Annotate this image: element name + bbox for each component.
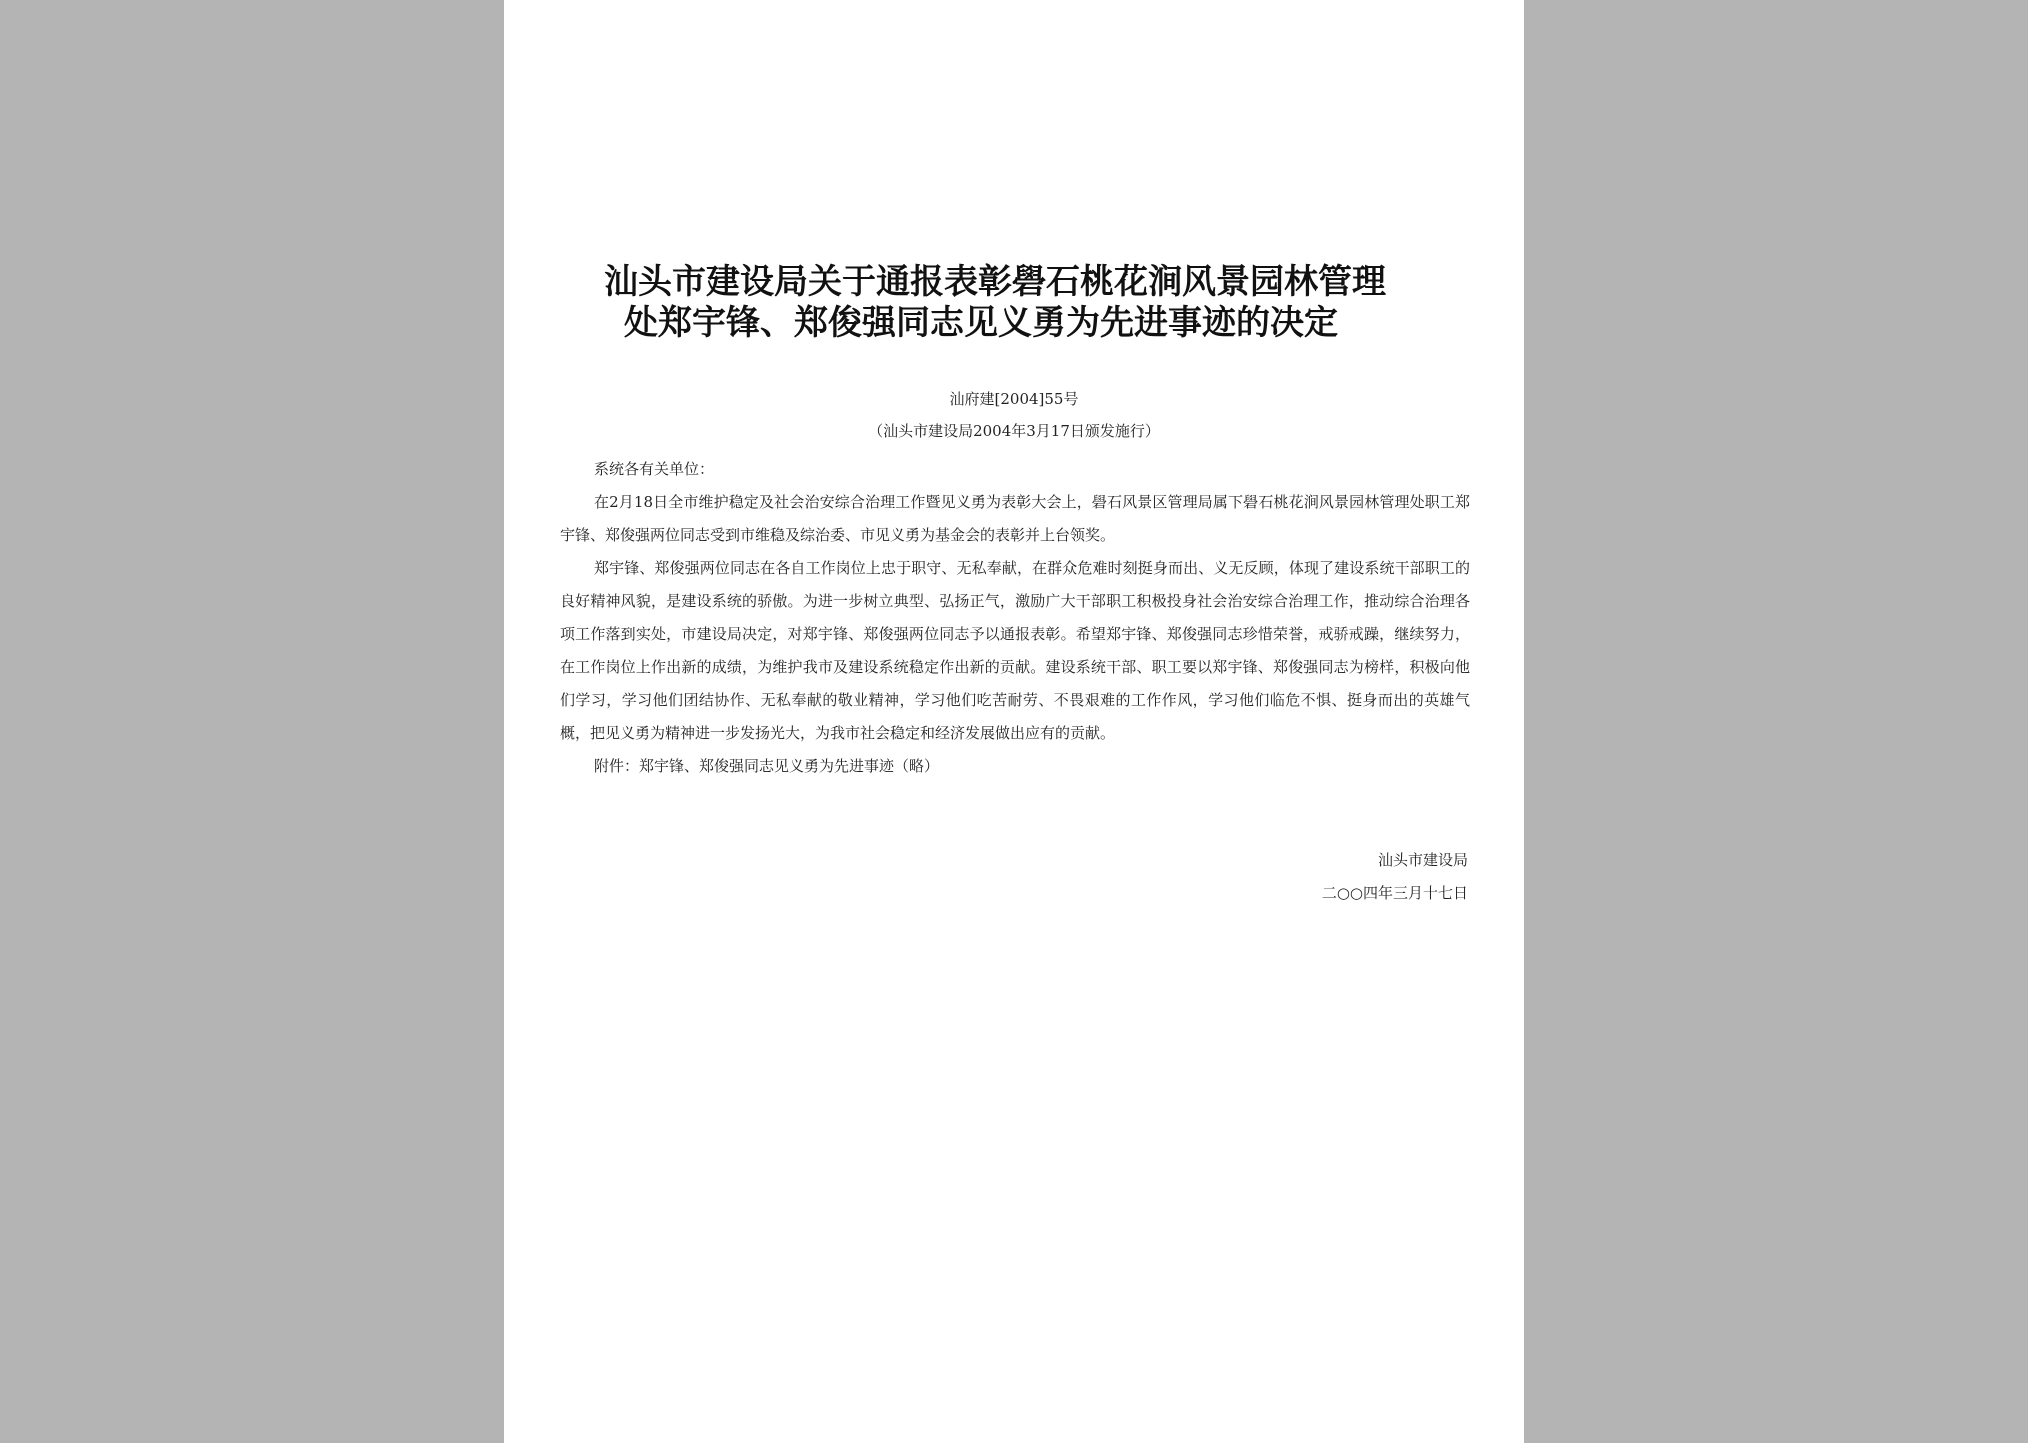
document-body [560, 453, 1470, 783]
salutation: 系统各有关单位： [594, 460, 715, 478]
attachment-note: 附件：郑宇锋、郑俊强同志见义勇为先进事迹（略） [594, 757, 940, 775]
issued-note: （汕头市建设局2004年3月17日颁发施行） [868, 422, 1160, 440]
document-page [504, 0, 1524, 1443]
paragraph-2: 郑宇锋、郑俊强两位同志在各自工作岗位上忠于职守、无私奉献，在群众危难时刻挺身而出、义无反顾，体现了建设系统干部职工的良好精神风貌，是建设系统的骄傲。为进一步树立典型、弘扬正气，激励广大干部职工积极投身社会治安综合治理工作，推动综合治理各项工作落到实处，市建设局决定，对郑宇锋、郑俊强两位同志予以通报表彰。希望郑宇锋、郑俊强同志珍惜荣誉，戒骄戒躁，继续努力，在工作岗位上作出新的成绩，为维护我市及建设系统稳定作出新的贡献。建设系统干部、职工要以郑宇锋、郑俊强同志为榜样，积极向他们学习，学习他们团结协作、无私奉献的敬业精神，学习他们吃苦耐劳、不畏艰难的工作作风，学习他们临危不惧、挺身而出的英雄气概，把见义勇为精神进一步发扬光大，为我市社会稳定和经济发展做出应有的贡献。 [560, 559, 1470, 742]
title-line-2: 处郑宇锋、郑俊强同志见义勇为先进事迹的决定 [624, 303, 1338, 343]
signature-date: 二○○四年三月十七日 [1321, 884, 1468, 902]
signature-block [1322, 844, 1468, 910]
document-number: 汕府建[2004]55号 [949, 390, 1079, 408]
paragraph-1: 在2月18日全市维护稳定及社会治安综合治理工作暨见义勇为表彰大会上，礐石风景区管理局属下礐石桃花涧风景园林管理处职工郑宇锋、郑俊强两位同志受到市维稳及综治委、市见义勇为基金会的表彰并上台领奖。 [560, 493, 1470, 544]
title-line-1: 汕头市建设局关于通报表彰礐石桃花涧风景园林管理 [604, 262, 1386, 302]
signature-organization: 汕头市建设局 [1377, 851, 1468, 869]
document-title [604, 262, 1484, 344]
